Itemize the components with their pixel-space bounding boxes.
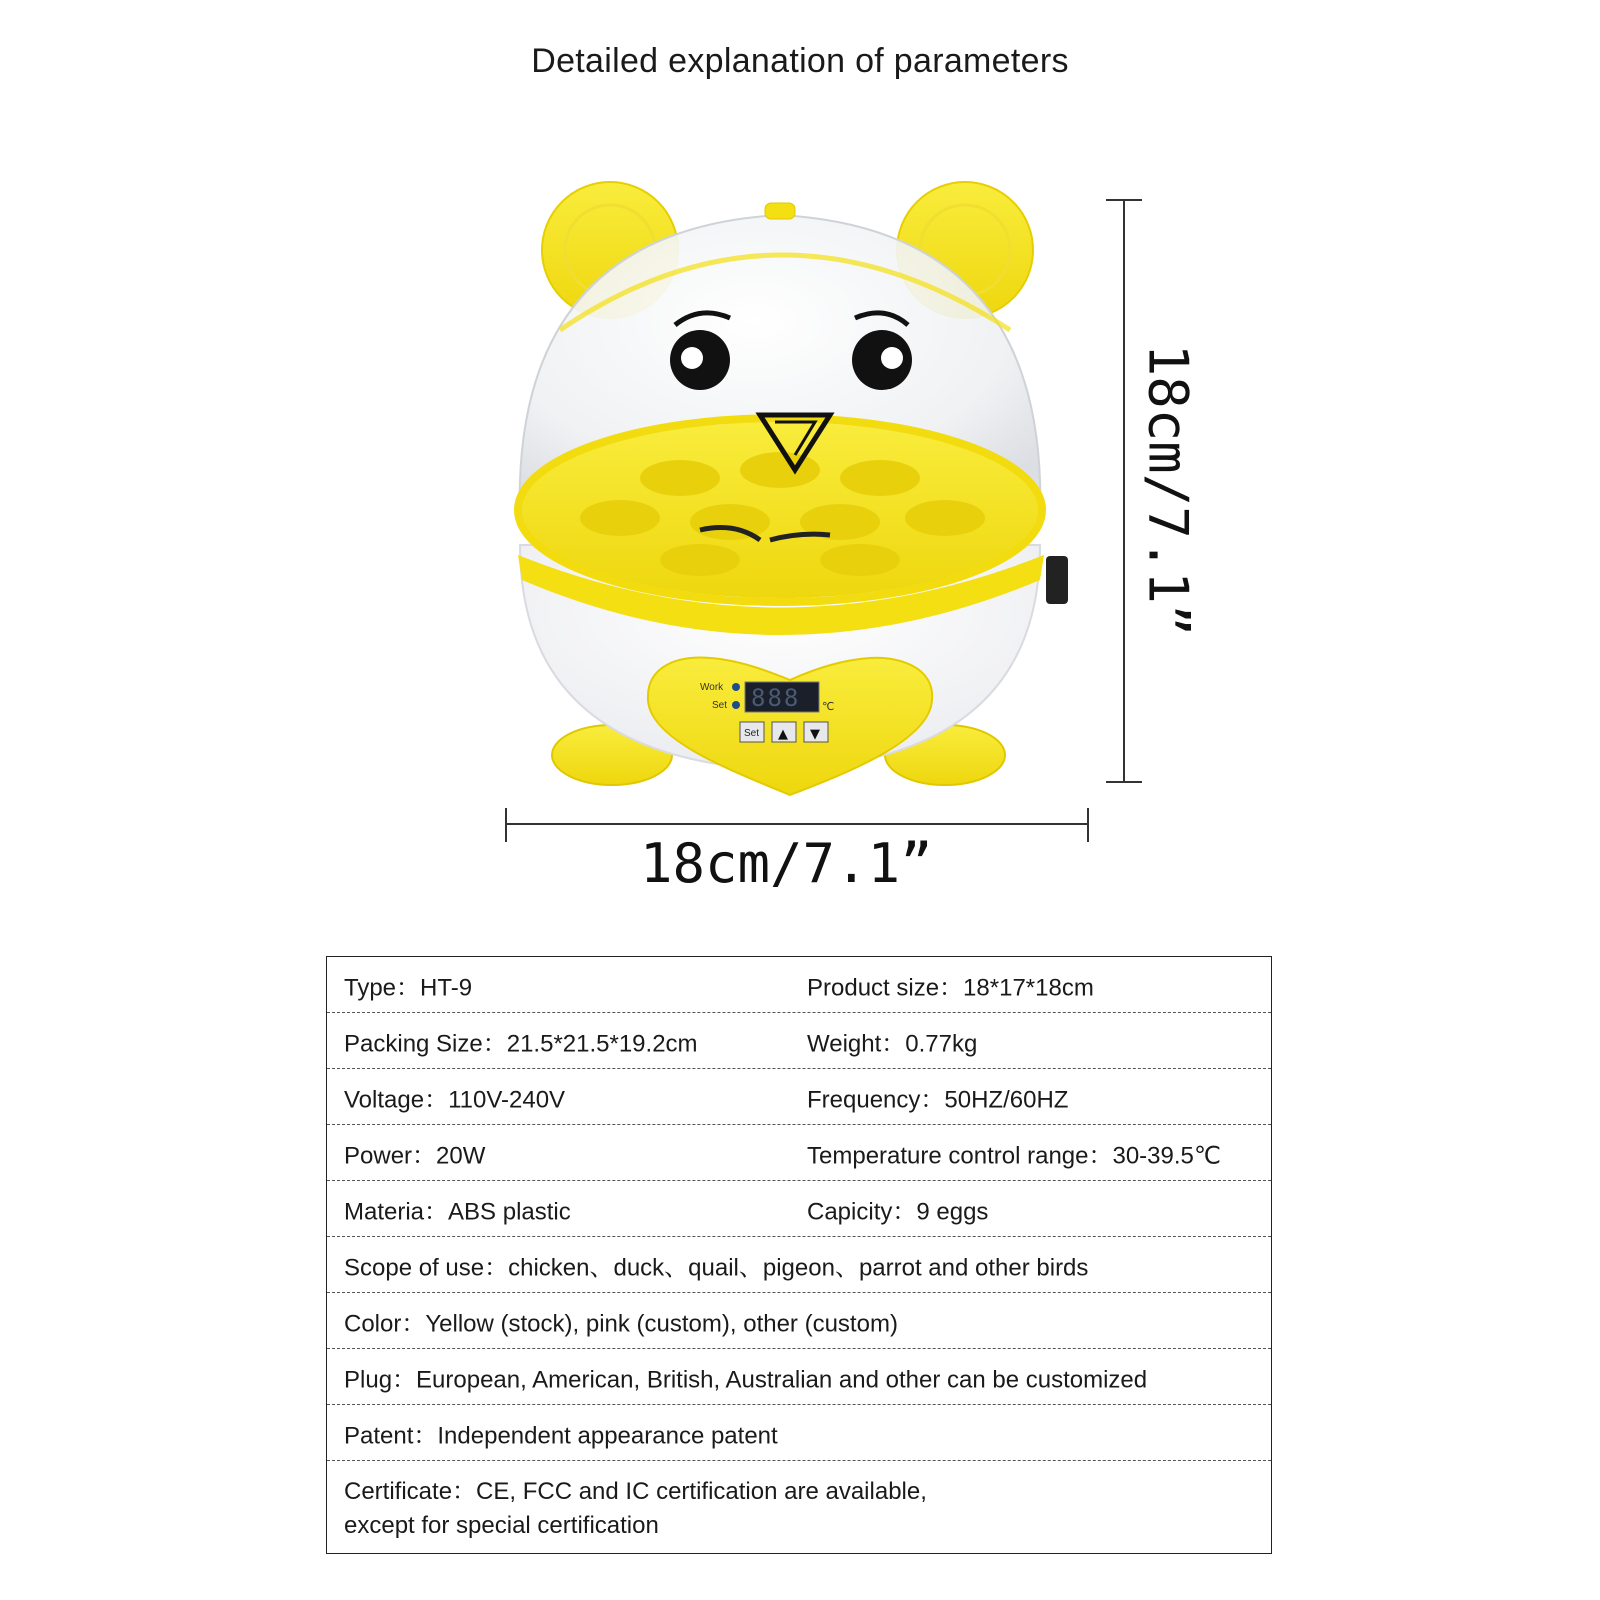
spec-temperature-range: Temperature control range：30-39.5℃ xyxy=(807,1142,1221,1169)
spec-table xyxy=(326,956,1272,1554)
spec-scope-of-use: Scope of use：chicken、duck、quail、pigeon、parrot and other birds xyxy=(344,1254,1089,1281)
spec-row xyxy=(327,1069,1271,1125)
spec-power: Power：20W xyxy=(344,1142,486,1169)
width-dimension-label: 18cm/7.1” xyxy=(640,832,933,895)
spec-weight: Weight：0.77kg xyxy=(807,1030,978,1057)
work-led xyxy=(732,683,740,691)
up-arrow-icon: ▲ xyxy=(778,727,788,742)
page-title: Detailed explanation of parameters xyxy=(531,42,1069,80)
spec-row xyxy=(327,1237,1271,1293)
celsius-unit: ℃ xyxy=(822,700,835,713)
work-indicator-label: Work xyxy=(700,682,724,693)
spec-row xyxy=(327,1293,1271,1349)
spec-type: Type：HT-9 xyxy=(344,974,473,1001)
spec-row xyxy=(327,1013,1271,1069)
spec-row xyxy=(327,1181,1271,1237)
height-dimension-label: 18cm/7.1” xyxy=(1136,343,1200,637)
spec-material: Materia：ABS plastic xyxy=(344,1198,571,1225)
set-indicator-label: Set xyxy=(712,700,728,711)
spec-patent: Patent：Independent appearance patent xyxy=(344,1422,778,1449)
spec-frequency: Frequency：50HZ/60HZ xyxy=(807,1086,1069,1113)
spec-row xyxy=(327,1125,1271,1181)
spec-plug: Plug：European, American, British, Australian and other can be customized xyxy=(344,1366,1148,1393)
spec-packing-size: Packing Size：21.5*21.5*19.2cm xyxy=(344,1030,698,1057)
display-digits: 888 xyxy=(751,684,801,712)
set-button-label: Set xyxy=(744,728,760,739)
dome-handle[interactable] xyxy=(765,203,795,219)
spec-color: Color：Yellow (stock), pink (custom), other (custom) xyxy=(344,1310,898,1337)
spec-capacity: Capicity：9 eggs xyxy=(807,1198,989,1225)
spec-certificate: Certificate：CE, FCC and IC certification are available, except for special certification xyxy=(344,1478,927,1539)
down-arrow-icon: ▼ xyxy=(810,727,820,742)
set-led xyxy=(732,701,740,709)
power-switch[interactable] xyxy=(1046,556,1068,604)
spec-row xyxy=(327,1349,1271,1405)
spec-row xyxy=(327,1405,1271,1461)
spec-row xyxy=(327,1461,1271,1548)
spec-product-size: Product size：18*17*18cm xyxy=(807,974,1094,1001)
spec-row xyxy=(327,957,1271,1013)
spec-voltage: Voltage：110V-240V xyxy=(344,1086,566,1113)
